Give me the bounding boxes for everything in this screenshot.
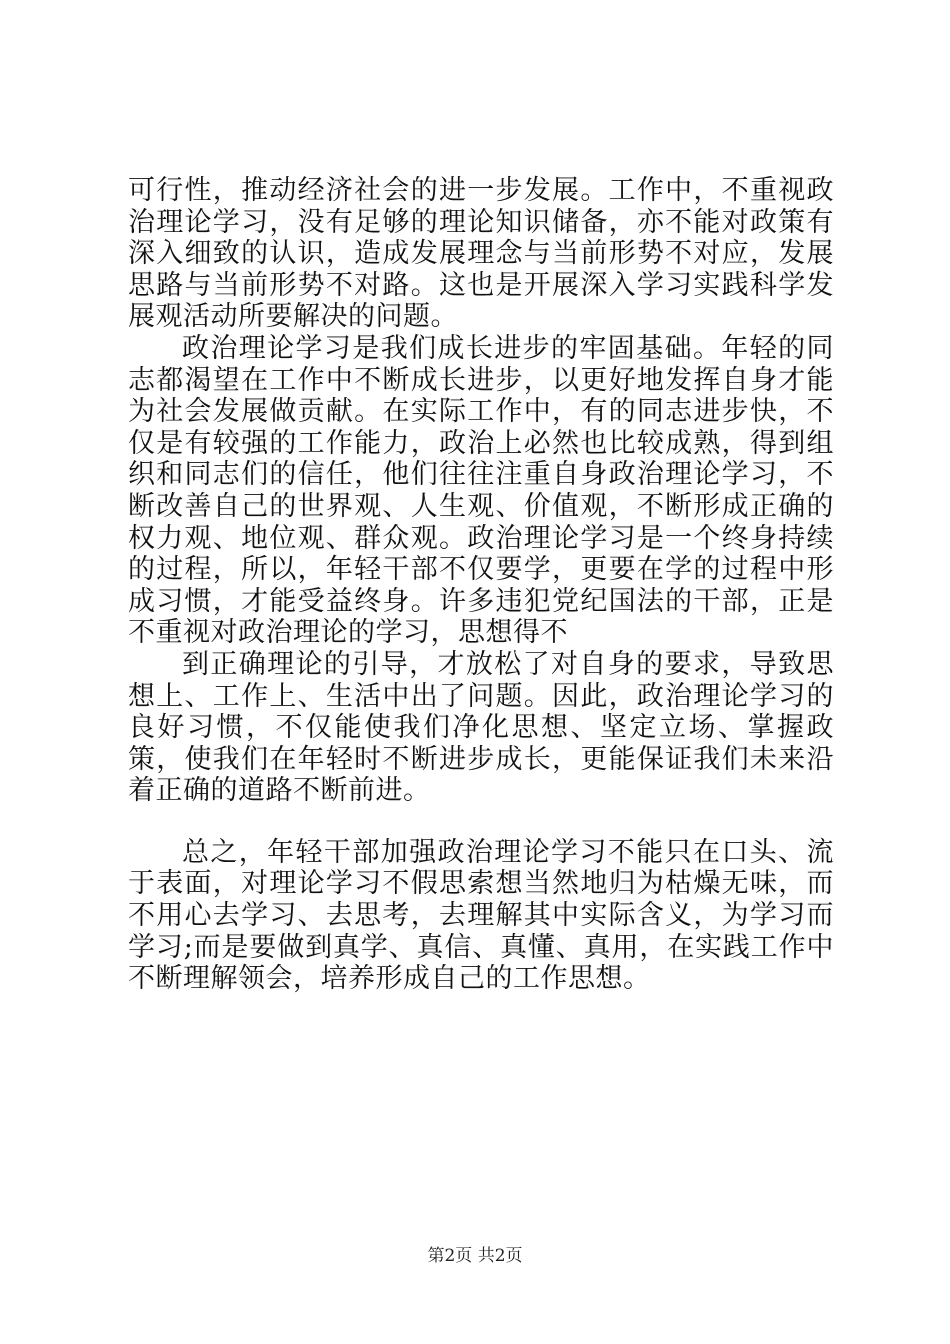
paragraph-correct-theory-guidance: 到正确理论的引导，才放松了对自身的要求，导致思想上、工作上、生活中出了问题。因此，政治理论学习的良好习惯，不仅能使我们净化思想、坚定立场、掌握政策，使我们在年轻时不断进步成长，更能保证我们未来沿着正确的道路不断前进。	[128, 648, 834, 807]
page-number-label: 第2页 共2页	[427, 1246, 523, 1266]
paragraph-conclusion: 总之，年轻干部加强政治理论学习不能只在口头、流于表面，对理论学习不假思索想当然地归为枯燥无味，而不用心去学习、去思考，去理解其中实际含义，为学习而学习;而是要做到真学、真信、真懂、真用，在实践工作中不断理解领会，培养形成自己的工作思想。	[128, 836, 834, 995]
page-footer	[0, 1245, 950, 1267]
paragraph-continuation: 可行性，推动经济社会的进一步发展。工作中，不重视政治理论学习，没有足够的理论知识储备，亦不能对政策有深入细致的认识，造成发展理念与当前形势不对应，发展思路与当前形势不对路。这也是开展深入学习实践科学发展观活动所要解决的问题。	[128, 175, 834, 333]
paragraph-political-theory-foundation: 政治理论学习是我们成长进步的牢固基础。年轻的同志都渴望在工作中不断成长进步，以更好地发挥自身才能为社会发展做贡献。在实际工作中，有的同志进步快，不仅是有较强的工作能力，政治上必然也比较成熟，得到组织和同志们的信任，他们往往注重自身政治理论学习，不断改善自己的世界观、人生观、价值观，不断形成正确的权力观、地位观、群众观。政治理论学习是一个终身持续的过程，所以，年轻干部不仅要学，更要在学的过程中形成习惯，才能受益终身。许多违犯党纪国法的干部，正是不重视对政治理论的学习，思想得不	[128, 332, 834, 649]
document-body	[128, 175, 834, 995]
